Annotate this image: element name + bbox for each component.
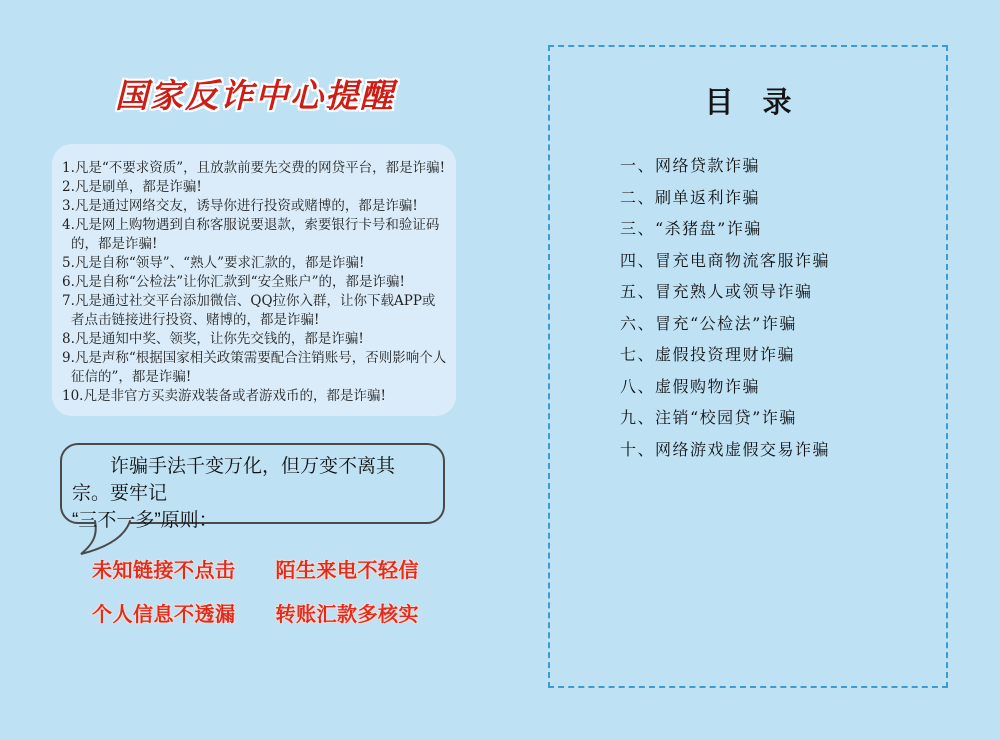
tip-item: 5.凡是自称“领导”、“熟人”要求汇款的，都是诈骗! xyxy=(62,255,365,271)
toc-item: 六、冒充“公检法”诈骗 xyxy=(620,313,797,333)
toc-item: 五、冒充熟人或领导诈骗 xyxy=(620,282,813,301)
slogan: 转账汇款多核实 xyxy=(275,604,419,626)
slogan-grid xyxy=(92,554,419,627)
toc-page xyxy=(548,45,948,688)
speech-bubble-text xyxy=(72,453,430,534)
toc-item: 八、虚假购物诈骗 xyxy=(620,376,761,396)
tip-item: 2.凡是刷单，都是诈骗! xyxy=(62,179,202,195)
tip-item: 8.凡是通知中奖、领奖，让你先交钱的，都是诈骗! xyxy=(62,331,364,347)
bubble-line: 诈骗手法千变万化，但万变不离其宗。要牢记 xyxy=(72,456,396,504)
toc-list xyxy=(620,150,830,465)
tip-item: 7.凡是通过社交平台添加微信、QQ拉你入群，让你下载APP或者点击链接进行投资、赌博的，都是诈骗! xyxy=(62,293,436,328)
tip-item: 10.凡是非官方买卖游戏装备或者游戏币的，都是诈骗! xyxy=(62,388,386,404)
tip-item: 3.凡是通过网络交友，诱导你进行投资或赌博的，都是诈骗! xyxy=(62,198,418,214)
page-title: 国家反诈中心提醒 xyxy=(115,76,395,115)
slogan: 陌生来电不轻信 xyxy=(275,560,419,582)
bubble-line: “三不一多”原则： xyxy=(72,510,218,531)
toc-item: 二、刷单返利诈骗 xyxy=(620,187,761,207)
slogan: 未知链接不点击 xyxy=(92,560,236,582)
toc-title: 目 录 xyxy=(704,87,792,119)
tip-item: 6.凡是自称“公检法”让你汇款到“安全账户”的，都是诈骗! xyxy=(62,274,405,290)
tip-item: 9.凡是声称“根据国家相关政策需要配合注销账号，否则影响个人征信的”，都是诈骗! xyxy=(62,350,447,385)
tip-item: 1.凡是“不要求资质”，且放款前要先交费的网贷平台，都是诈骗! xyxy=(62,160,446,176)
toc-item: 十、网络游戏虚假交易诈骗 xyxy=(620,439,831,459)
slogan: 个人信息不透漏 xyxy=(92,604,236,626)
tip-item: 4.凡是网上购物遇到自称客服说要退款，索要银行卡号和验证码的，都是诈骗! xyxy=(62,217,440,252)
tips-box xyxy=(52,144,456,416)
tips-list xyxy=(62,159,447,406)
toc-item: 三、“杀猪盘”诈骗 xyxy=(620,219,762,238)
toc-item: 四、冒充电商物流客服诈骗 xyxy=(620,250,831,270)
toc-item: 一、网络贷款诈骗 xyxy=(620,156,761,175)
toc-item: 九、注销“校园贷”诈骗 xyxy=(620,408,797,427)
toc-item: 七、虚假投资理财诈骗 xyxy=(620,345,796,364)
